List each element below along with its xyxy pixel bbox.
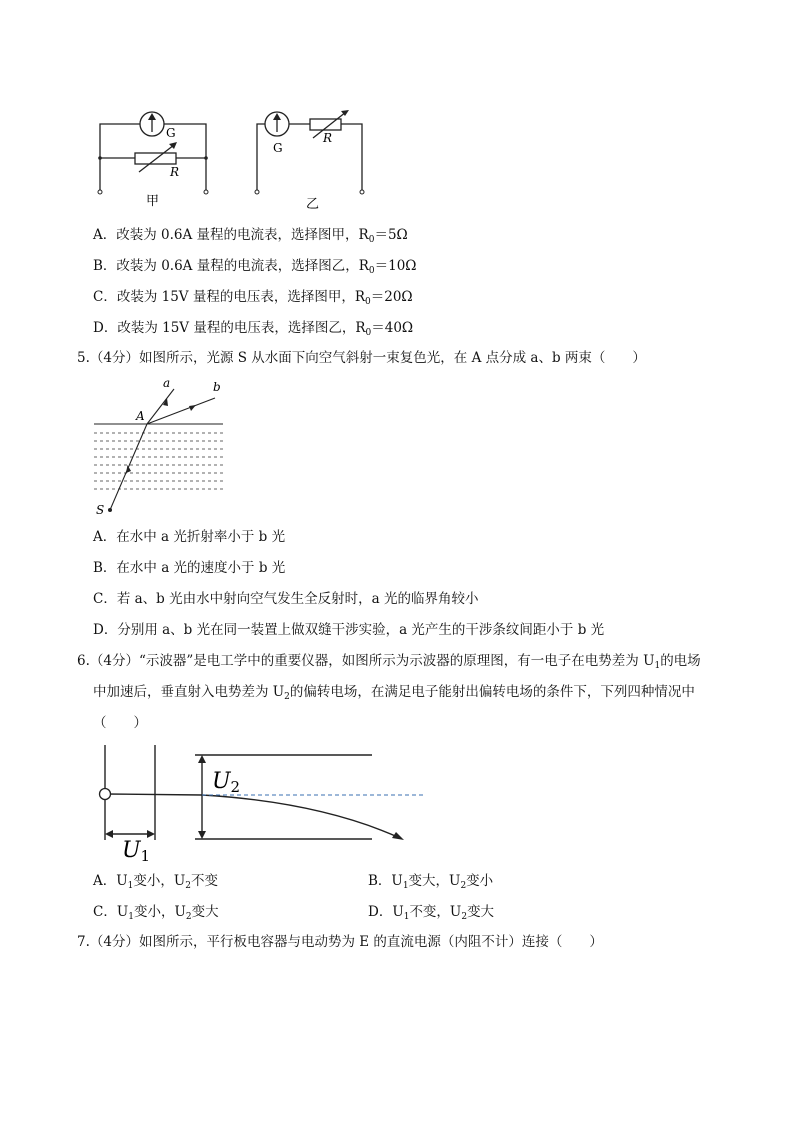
q6-stem-line3: （ ） — [93, 715, 147, 731]
q5-option-c: C．若 a、b 光由水中射向空气发生全反射时，a 光的临界角较小 — [93, 591, 479, 607]
q4-option-a: A．改装为 0.6A 量程的电流表，选择图甲，$R_0=5\Omega$ — [93, 227, 408, 245]
source-label-S: S — [96, 503, 105, 517]
q6-option-b: B．$U_1$变大，$U_2$变小 — [368, 873, 494, 891]
q6-option-c: C．$U_1$变小，$U_2$变大 — [93, 904, 219, 922]
q4-option-d: D．改装为 15V 量程的电压表，选择图乙，$R_0=40\Omega$ — [93, 320, 414, 338]
caption-jia: 甲 — [146, 194, 160, 209]
galvanometer-label-left: G — [166, 126, 176, 140]
q6-option-d: D．$U_1$不变，$U_2$变大 — [368, 904, 495, 922]
refraction-figure — [90, 373, 230, 518]
q5-option-b: B．在水中 a 光的速度小于 b 光 — [93, 560, 286, 576]
oscilloscope-figure — [90, 740, 435, 865]
q7-stem: 7.（4分）如图所示，平行板电容器与电动势为 E 的直流电源（内阻不计）连接（ ） — [77, 934, 603, 950]
ray-label-b: b — [213, 380, 221, 394]
q6-stem-line2: 中加速后，垂直射入电势差为 $U_2$的偏转电场，在满足电子能射出偏转电场的条件下，下列四种情况中 — [93, 684, 695, 702]
q5-stem: 5.（4分）如图所示，光源 S 从水面下向空气斜射一束复色光，在 A 点分成 a、b 两束（ ） — [77, 350, 646, 366]
circuit-figure — [90, 110, 380, 215]
resistor-label-right: R — [323, 131, 333, 145]
q4-option-c: C．改装为 15V 量程的电压表，选择图甲，$R_0=20\Omega$ — [93, 289, 413, 307]
voltage-label-u2: U2 — [212, 769, 241, 796]
ray-label-a: a — [163, 376, 171, 390]
caption-yi: 乙 — [306, 197, 320, 212]
q5-option-d: D．分别用 a、b 光在同一装置上做双缝干涉实验，a 光产生的干涉条纹间距小于 b 光 — [93, 622, 605, 638]
galvanometer-label-right: G — [273, 141, 283, 155]
voltage-label-u1: U1 — [122, 838, 151, 865]
q6-option-a: A．$U_1$变小，$U_2$不变 — [93, 873, 218, 891]
point-label-A: A — [136, 409, 145, 423]
q5-option-a: A．在水中 a 光折射率小于 b 光 — [93, 529, 286, 545]
q6-stem-line1: 6.（4分）“示波器”是电工学中的重要仪器，如图所示为示波器的原理图，有一电子在电势差为 $U_1$的电场 — [77, 653, 701, 671]
resistor-label-left: R — [170, 165, 180, 179]
q4-option-b: B．改装为 0.6A 量程的电流表，选择图乙，$R_0=10\Omega$ — [93, 258, 417, 276]
